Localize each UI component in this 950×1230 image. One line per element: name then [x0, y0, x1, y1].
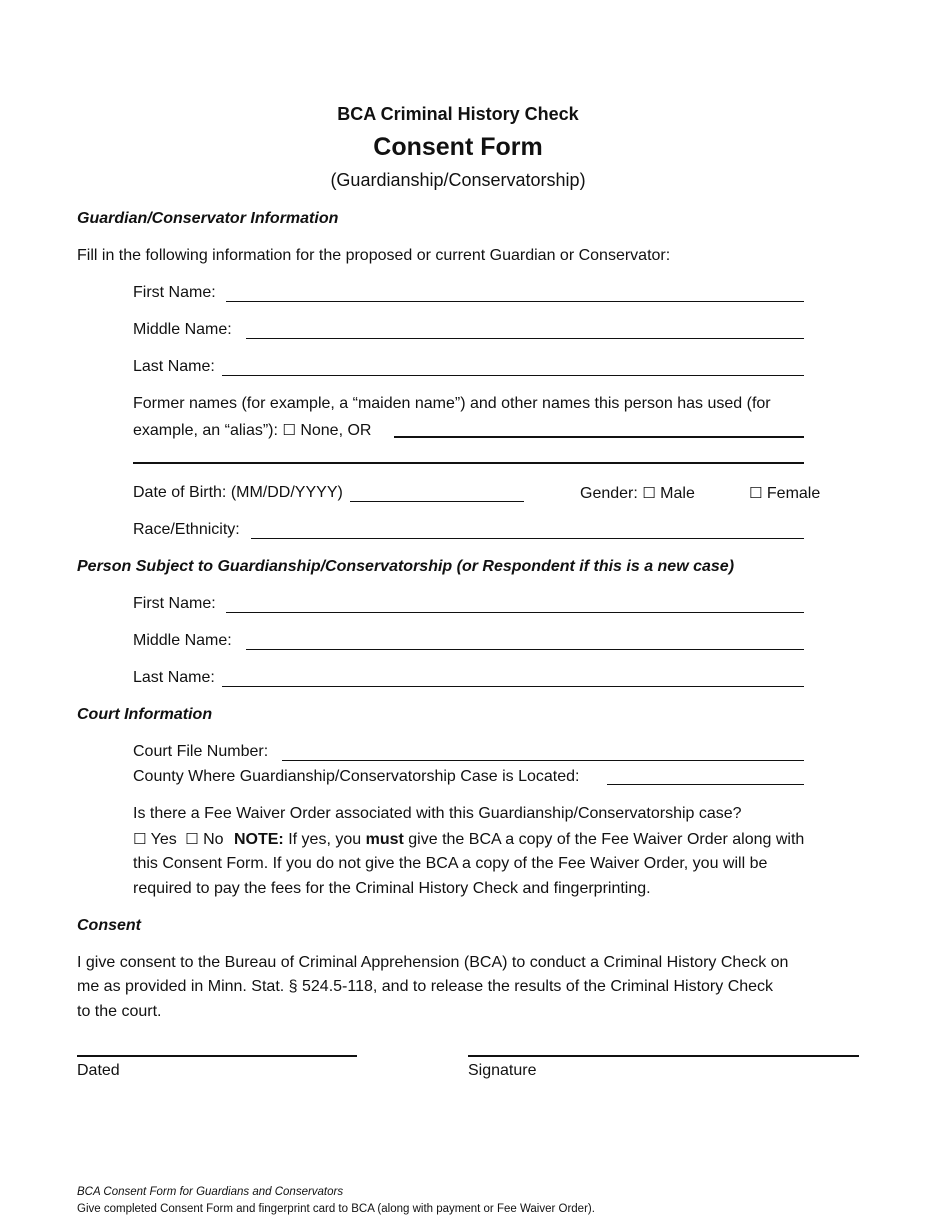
- female-group: [749, 484, 820, 503]
- dob-label: Date of Birth: (MM/DD/YYYY): [133, 484, 343, 501]
- former-names-field[interactable]: [394, 436, 804, 438]
- form-title-line1: BCA Criminal History Check: [337, 104, 579, 124]
- consent-line1: I give consent to the Bureau of Criminal Apprehension (BCA) to conduct a Criminal History Check on: [77, 954, 789, 971]
- guardian-last-name-field[interactable]: [222, 375, 804, 376]
- subject-middle-name-field[interactable]: [246, 649, 804, 650]
- note-must: must: [365, 831, 404, 848]
- court-file-number-field[interactable]: [282, 760, 804, 761]
- signature-field[interactable]: [468, 1055, 859, 1057]
- signature-label: Signature: [468, 1062, 537, 1079]
- form-subtitle: (Guardianship/Conservatorship): [330, 170, 586, 190]
- fee-waiver-line: [133, 830, 804, 849]
- county-field[interactable]: [607, 784, 804, 785]
- note-text-b: give the BCA a copy of the Fee Waiver Order along with: [408, 831, 805, 848]
- footer-title: BCA Consent Form for Guardians and Conservators: [77, 1186, 344, 1198]
- former-names-field-continued[interactable]: [133, 462, 804, 464]
- county-label: County Where Guardianship/Conservatorship Case is Located:: [133, 768, 580, 785]
- note-line2: this Consent Form. If you do not give the BCA a copy of the Fee Waiver Order, you will be: [133, 855, 768, 872]
- guardian-first-name-field[interactable]: [226, 301, 804, 302]
- form-title: Consent Form: [373, 133, 543, 161]
- none-or-label: None, OR: [300, 422, 372, 439]
- consent-line3: to the court.: [77, 1003, 162, 1020]
- race-label: Race/Ethnicity:: [133, 521, 240, 538]
- no-label: No: [203, 831, 224, 848]
- gender-group: [580, 484, 695, 503]
- guardian-first-name-label: First Name:: [133, 284, 216, 301]
- race-field[interactable]: [251, 538, 804, 539]
- footer-instructions: Give completed Consent Form and fingerprint card to BCA (along with payment or Fee Waiver Order).: [77, 1203, 595, 1215]
- dated-label: Dated: [77, 1062, 120, 1079]
- yes-checkbox[interactable]: ☐: [133, 830, 147, 848]
- subject-last-name-label: Last Name:: [133, 669, 215, 686]
- court-file-number-label: Court File Number:: [133, 743, 269, 760]
- subject-middle-name-label: Middle Name:: [133, 632, 232, 649]
- guardian-last-name-label: Last Name:: [133, 358, 215, 375]
- dob-field[interactable]: [350, 501, 524, 502]
- guardian-middle-name-label: Middle Name:: [133, 321, 232, 338]
- guardian-intro: Fill in the following information for the proposed or current Guardian or Conservator:: [77, 247, 671, 264]
- note-text-a: If yes, you: [288, 831, 362, 848]
- consent-section-heading: Consent: [77, 917, 141, 934]
- former-names-text-line2: [133, 421, 371, 440]
- male-checkbox[interactable]: ☐: [642, 484, 656, 502]
- gender-label: Gender:: [580, 485, 638, 502]
- subject-first-name-label: First Name:: [133, 595, 216, 612]
- no-checkbox[interactable]: ☐: [185, 830, 199, 848]
- dated-field[interactable]: [77, 1055, 357, 1057]
- none-checkbox[interactable]: ☐: [282, 421, 296, 439]
- subject-first-name-field[interactable]: [226, 612, 804, 613]
- subject-last-name-field[interactable]: [222, 686, 804, 687]
- former-names-label: example, an “alias”):: [133, 422, 278, 439]
- female-label: Female: [766, 485, 821, 502]
- court-section-heading: Court Information: [77, 706, 213, 723]
- consent-line2: me as provided in Minn. Stat. § 524.5-118, and to release the results of the Criminal History Check: [77, 978, 774, 995]
- note-label: NOTE:: [233, 831, 284, 848]
- subject-section-heading: Person Subject to Guardianship/Conservatorship (or Respondent if this is a new case): [77, 558, 735, 575]
- former-names-text-line1: Former names (for example, a “maiden name”) and other names this person has used (for: [133, 395, 771, 412]
- yes-label: Yes: [150, 831, 177, 848]
- male-label: Male: [660, 485, 695, 502]
- guardian-section-heading: Guardian/Conservator Information: [77, 210, 339, 227]
- fee-waiver-question: Is there a Fee Waiver Order associated with this Guardianship/Conservatorship case?: [133, 805, 742, 822]
- guardian-middle-name-field[interactable]: [246, 338, 804, 339]
- note-line3: required to pay the fees for the Criminal History Check and fingerprinting.: [133, 880, 651, 897]
- female-checkbox[interactable]: ☐: [749, 484, 763, 502]
